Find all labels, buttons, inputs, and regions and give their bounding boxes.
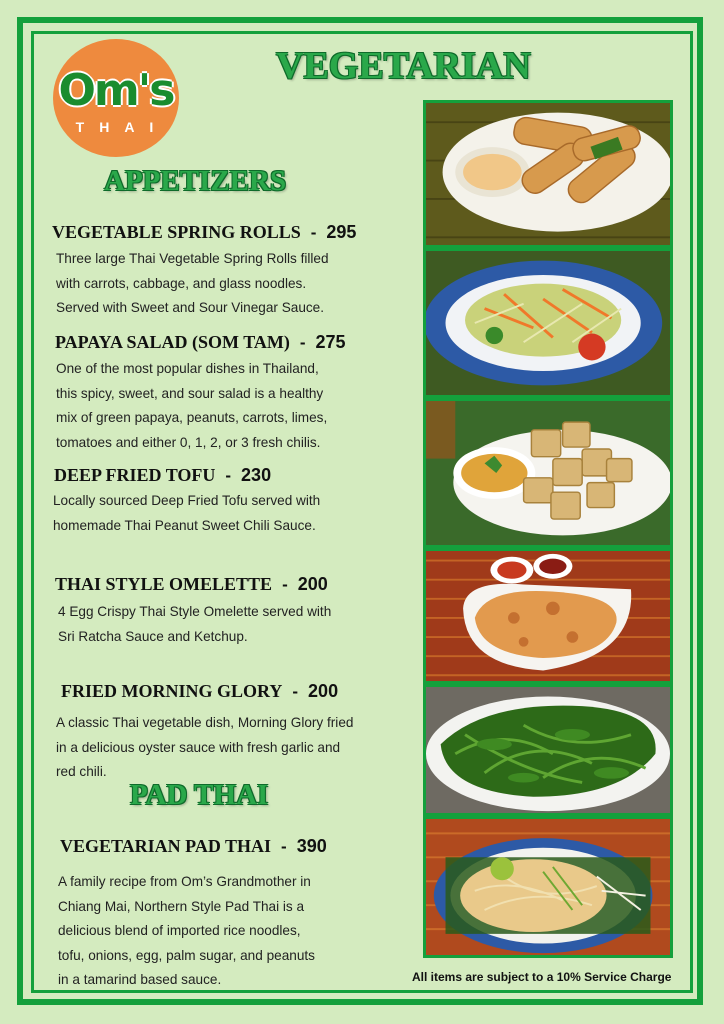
menu-item-title — [52, 222, 356, 243]
omelette-photo — [423, 548, 673, 684]
logo-word: Om's — [58, 65, 174, 116]
item-name: PAPAYA SALAD (SOM TAM) — [55, 332, 290, 352]
description-line: mix of green papaya, peanuts, carrots, limes, — [56, 410, 328, 425]
menu-item-title — [61, 681, 338, 702]
item-description — [53, 489, 320, 538]
description-line: in a tamarind based sauce. — [58, 972, 222, 987]
description-line: A classic Thai vegetable dish, Morning Glory fried — [56, 715, 354, 730]
item-name: THAI STYLE OMELETTE — [55, 574, 273, 594]
item-description — [58, 600, 331, 649]
item-name: FRIED MORNING GLORY — [61, 681, 283, 701]
spring-rolls-photo — [423, 100, 673, 248]
item-dash: - — [281, 837, 287, 856]
description-line: tofu, onions, egg, palm sugar, and peanuts — [58, 947, 315, 963]
menu-item-title — [55, 574, 328, 595]
item-price: 295 — [326, 222, 357, 242]
item-price: 275 — [315, 332, 346, 352]
fried-tofu-photo — [423, 398, 673, 548]
description-line: Locally sourced Deep Fried Tofu served with — [53, 493, 321, 508]
description-line: Chiang Mai, Northern Style Pad Thai is a — [58, 898, 305, 914]
papaya-salad-photo — [423, 248, 673, 398]
description-line: One of the most popular dishes in Thailand, — [56, 361, 319, 376]
item-description — [56, 247, 329, 321]
description-line: A family recipe from Om’s Grandmother in — [58, 874, 311, 889]
item-price: 390 — [296, 836, 327, 856]
item-dash: - — [282, 575, 288, 594]
item-description — [58, 870, 315, 993]
section-heading-pad-thai: PAD THAI — [130, 779, 269, 811]
menu-item-title — [60, 836, 327, 857]
description-line: delicious blend of imported rice noodles, — [58, 923, 301, 938]
item-dash: - — [310, 223, 317, 242]
item-price: 200 — [308, 681, 339, 701]
logo-sub: THAI — [75, 119, 169, 135]
item-dash: - — [292, 682, 299, 701]
morning-glory-photo — [423, 684, 673, 816]
description-line: this spicy, sweet, and sour salad is a healthy — [56, 385, 324, 401]
page-title: VEGETARIAN — [276, 45, 531, 87]
service-charge-note: All items are subject to a 10% Service Charge — [412, 970, 672, 984]
description-line: Sri Ratcha Sauce and Ketchup. — [58, 628, 248, 644]
item-dash: - — [225, 466, 232, 485]
description-line: with carrots, cabbage, and glass noodles. — [56, 275, 307, 291]
description-line: Three large Thai Vegetable Spring Rolls filled — [56, 251, 329, 266]
item-name: DEEP FRIED TOFU — [54, 465, 216, 485]
item-name: VEGETABLE SPRING ROLLS — [52, 222, 301, 242]
description-line: tomatoes and either 0, 1, 2, or 3 fresh chilis. — [56, 434, 321, 450]
menu-item-title — [54, 465, 271, 486]
item-dash: - — [299, 333, 306, 352]
item-price: 200 — [297, 574, 328, 594]
item-price: 230 — [241, 465, 272, 485]
description-line: red chili. — [56, 764, 107, 779]
description-line: 4 Egg Crispy Thai Style Omelette served with — [58, 604, 332, 619]
pad-thai-photo — [423, 816, 673, 958]
oms-thai-logo — [53, 39, 179, 157]
description-line: in a delicious oyster sauce with fresh garlic and — [56, 739, 341, 755]
item-name: VEGETARIAN PAD THAI — [60, 836, 272, 856]
section-heading-appetizers: APPETIZERS — [104, 165, 287, 197]
item-description — [56, 357, 327, 455]
menu-item-title — [55, 332, 346, 353]
description-line: Served with Sweet and Sour Vinegar Sauce. — [56, 300, 325, 315]
item-description — [56, 711, 353, 785]
description-line: homemade Thai Peanut Sweet Chili Sauce. — [53, 517, 316, 533]
